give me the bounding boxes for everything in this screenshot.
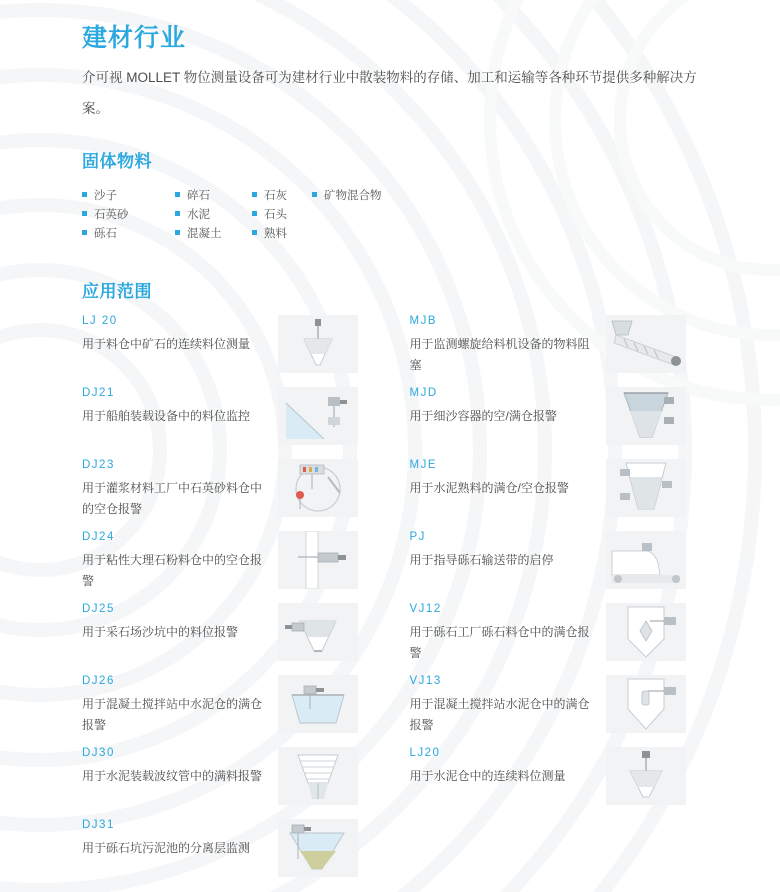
entry-text (82, 747, 278, 787)
gravel-plant-silo-icon (606, 603, 686, 661)
entry-text (82, 387, 278, 427)
clinker-silo-icon (606, 459, 686, 517)
entry-text (82, 819, 278, 859)
sludge-basin-icon (278, 819, 358, 877)
entry-code: VJ13 (409, 675, 442, 687)
entry-code: DJ30 (82, 747, 115, 759)
entry-text (82, 531, 278, 592)
entry-description: 用于砾石坑污泥池的分离层监测 (82, 841, 251, 855)
solid-label: 石英砂 (94, 208, 129, 221)
solid-label: 碎石 (187, 189, 210, 202)
entry-description: 用于细沙容器的空/满仓报警 (409, 409, 557, 423)
entry-text (82, 603, 278, 643)
list-item (410, 531, 708, 593)
entry-code: DJ26 (82, 675, 115, 687)
list-item (410, 459, 708, 521)
quarry-hopper-icon (278, 603, 358, 661)
list-item (82, 675, 380, 737)
entry-description: 用于船舶装载设备中的料位监控 (82, 409, 251, 423)
entry-code: VJ12 (409, 603, 442, 615)
list-item (175, 185, 252, 204)
spacer (312, 223, 462, 242)
list-item (410, 747, 708, 809)
entry-code: DJ25 (82, 603, 115, 615)
solid-label: 水泥 (187, 208, 210, 221)
entry-description: 用于砾石工厂砾石料仓中的满仓报警 (409, 625, 590, 660)
cement-silo-paddle-icon (606, 675, 686, 733)
bullet-icon (252, 230, 257, 235)
cement-silo-probe-icon (606, 747, 686, 805)
list-item (175, 223, 252, 242)
entry-text (410, 531, 606, 571)
entry-text (410, 459, 606, 499)
list-item (175, 204, 252, 223)
list-item (82, 819, 380, 881)
solid-label: 熟料 (264, 227, 287, 240)
solid-label: 沙子 (94, 189, 117, 202)
bullet-icon (252, 211, 257, 216)
bullet-icon (252, 192, 257, 197)
list-item (82, 387, 380, 449)
list-item (82, 315, 380, 377)
entry-description: 用于采石场沙坑中的料位报警 (82, 625, 239, 639)
entry-description: 用于灌浆材料工厂中石英砂料仓中的空仓报警 (82, 481, 263, 516)
list-item (410, 315, 708, 377)
scope-section (82, 315, 707, 891)
bullet-icon (82, 230, 87, 235)
section-heading-scope: 应用范围 (82, 282, 152, 301)
list-item (252, 185, 312, 204)
entry-code: MJB (409, 315, 437, 327)
entry-text (410, 603, 606, 664)
entry-text (410, 315, 606, 376)
grout-plant-icon (278, 459, 358, 517)
bullet-icon (175, 230, 180, 235)
entry-description: 用于料仓中矿石的连续料位测量 (82, 337, 251, 351)
solid-label: 砾石 (94, 227, 117, 240)
silo-probe-icon (278, 315, 358, 373)
entry-description: 用于水泥熟料的满仓/空仓报警 (409, 481, 569, 495)
bullet-icon (175, 192, 180, 197)
bullet-icon (175, 211, 180, 216)
entry-code: DJ24 (82, 531, 115, 543)
entry-text (410, 675, 606, 736)
solids-list (82, 185, 462, 242)
list-item (410, 675, 708, 737)
list-item (410, 603, 708, 665)
scope-column-right (410, 315, 708, 891)
bullet-icon (312, 192, 317, 197)
scope-column-left (82, 315, 380, 891)
intro-paragraph: 介可视 MOLLET 物位测量设备可为建材行业中散装物料的存储、加工和运输等各种环节提供多种解决方案。 (82, 70, 697, 116)
entry-code: DJ21 (82, 387, 115, 399)
entry-code: DJ23 (82, 459, 115, 471)
entry-description: 用于混凝土搅拌站水泥仓中的满仓报警 (409, 697, 590, 732)
bullet-icon (82, 192, 87, 197)
list-item (82, 603, 380, 665)
cement-bellows-icon (278, 747, 358, 805)
entry-code: LJ 20 (82, 315, 118, 327)
screw-conveyor-icon (606, 315, 686, 373)
list-item (252, 204, 312, 223)
mixing-plant-tank-icon (278, 675, 358, 733)
entry-code: PJ (409, 531, 426, 543)
gravel-belt-icon (606, 531, 686, 589)
entry-description: 用于监测螺旋给料机设备的物料阻塞 (409, 337, 590, 372)
fine-sand-container-icon (606, 387, 686, 445)
entry-text (82, 459, 278, 520)
entry-text (410, 387, 606, 427)
bullet-icon (82, 211, 87, 216)
section-heading-solids: 固体物料 (82, 152, 152, 171)
list-item (410, 387, 708, 449)
entry-code: LJ20 (409, 747, 441, 759)
list-item (82, 223, 175, 242)
entry-code: MJE (409, 459, 437, 471)
entry-description: 用于水泥仓中的连续料位测量 (409, 769, 566, 783)
marble-powder-silo-icon (278, 531, 358, 589)
list-item (312, 185, 462, 204)
page-title: 建材行业 (82, 24, 187, 52)
entry-code: MJD (409, 387, 438, 399)
ship-loader-icon (278, 387, 358, 445)
spacer (312, 204, 462, 223)
list-item (82, 459, 380, 521)
entry-text (82, 315, 278, 355)
list-item (82, 185, 175, 204)
entry-text (82, 675, 278, 736)
list-item (82, 747, 380, 809)
solid-label: 混凝土 (187, 227, 222, 240)
list-item (252, 223, 312, 242)
list-item (82, 204, 175, 223)
entry-description: 用于粘性大理石粉料仓中的空仓报警 (82, 553, 263, 588)
entry-text (410, 747, 606, 787)
entry-code: DJ31 (82, 819, 115, 831)
entry-description: 用于指导砾石输送带的启停 (409, 553, 554, 567)
entry-description: 用于水泥装载波纹管中的满料报警 (82, 769, 263, 783)
entry-description: 用于混凝土搅拌站中水泥仓的满仓报警 (82, 697, 263, 732)
list-item (82, 531, 380, 593)
solid-label: 石灰 (264, 189, 287, 202)
solid-label: 矿物混合物 (324, 189, 382, 202)
solid-label: 石头 (264, 208, 287, 221)
